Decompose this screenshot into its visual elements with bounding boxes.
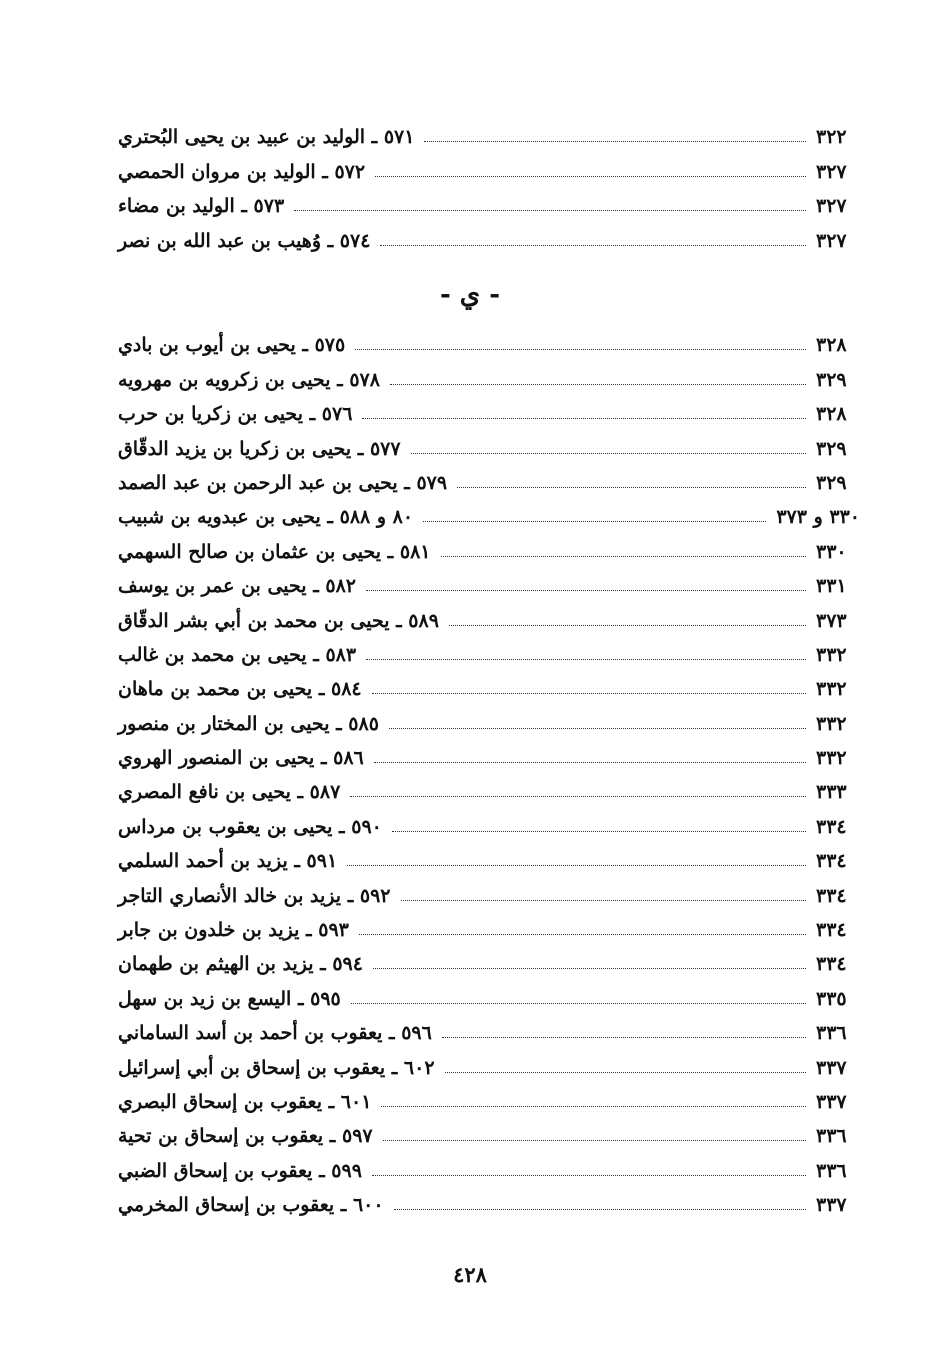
entry-name: ٥٧٢ ـ الوليد بن مروان الحمصي bbox=[118, 160, 366, 183]
dot-leader bbox=[441, 555, 807, 557]
entry-name: ٥٩٦ ـ يعقوب بن أحمد بن أسد الساماني bbox=[118, 1022, 432, 1045]
index-entry-row bbox=[112, 1149, 860, 1183]
entry-page-number: ٣٣٢ bbox=[816, 747, 847, 770]
index-entry-row bbox=[112, 943, 860, 977]
entry-page-number: ٣٣٦ bbox=[816, 1022, 847, 1045]
dot-leader bbox=[294, 209, 806, 211]
index-entry-row bbox=[112, 840, 860, 874]
entry-name: ٥٨٣ ـ يحيى بن محمد بن غالب bbox=[118, 643, 357, 666]
dot-leader bbox=[381, 1105, 806, 1107]
entry-name: ٥٧١ ـ الوليد بن عبيد بن يحيى البُحتري bbox=[118, 126, 415, 149]
entry-page-number: ٣٢٩ bbox=[816, 368, 847, 391]
index-entry-row bbox=[112, 634, 860, 668]
index-entry-row bbox=[112, 150, 860, 184]
entry-name: ٥٩١ ـ يزيد بن أحمد السلمي bbox=[118, 850, 338, 873]
entry-name: ٦٠٢ ـ يعقوب بن إسحاق بن أبي إسرائيل bbox=[118, 1056, 435, 1079]
entry-page-number: ٣٢٧ bbox=[816, 160, 847, 183]
index-entry-row bbox=[112, 874, 860, 908]
dot-leader bbox=[366, 658, 806, 660]
entry-name: ٥٧٩ ـ يحيى بن عبد الرحمن بن عبد الصمد bbox=[118, 471, 448, 494]
section-heading-ya: - ي - bbox=[439, 280, 501, 310]
entry-name: ٥٨١ ـ يحيى بن عثمان بن صالح السهمي bbox=[118, 540, 431, 563]
entry-page-number: ٣٣٤ bbox=[816, 884, 847, 907]
dot-leader bbox=[449, 624, 806, 626]
entry-page-number: ٣٣٤ bbox=[816, 953, 847, 976]
entry-name: ٥٨٩ ـ يحيى بن محمد بن أبي بشر الدقّاق bbox=[118, 609, 439, 632]
entry-name: ٦٠٠ ـ يعقوب بن إسحاق المخرمي bbox=[118, 1194, 384, 1217]
dot-leader bbox=[423, 520, 766, 522]
dot-leader bbox=[372, 692, 806, 694]
entry-page-number: ٣٣٤ bbox=[816, 919, 847, 942]
entry-page-number: ٣٧٣ bbox=[816, 609, 847, 632]
dot-leader bbox=[394, 1208, 806, 1210]
dot-leader bbox=[389, 727, 806, 729]
index-entry-row bbox=[112, 1081, 860, 1115]
entry-name: ٥٨٦ ـ يحيى بن المنصور الهروي bbox=[118, 747, 364, 770]
index-entry-row bbox=[112, 427, 860, 461]
page-number: ٤٢٨ bbox=[453, 1262, 487, 1287]
entry-page-number: ٣٣٢ bbox=[816, 712, 847, 735]
entry-name: ٥٩٤ ـ يزيد بن الهيثم بن طهمان bbox=[118, 953, 363, 976]
entry-page-number: ٣٢٩ bbox=[816, 471, 847, 494]
entry-name: ٦٠١ ـ يعقوب بن إسحاق البصري bbox=[118, 1090, 372, 1113]
dot-leader bbox=[442, 1036, 806, 1038]
entry-page-number: ٣٣٧ bbox=[816, 1090, 847, 1113]
entry-page-number: ٣٣٥ bbox=[816, 987, 847, 1010]
index-entry-row bbox=[112, 909, 860, 943]
index-entry-row bbox=[112, 496, 860, 530]
index-entry-row bbox=[112, 805, 860, 839]
dot-leader bbox=[383, 1139, 806, 1141]
index-entry-row bbox=[112, 599, 860, 633]
dot-leader bbox=[445, 1071, 806, 1073]
index-entry-row bbox=[112, 771, 860, 805]
dot-leader bbox=[411, 452, 806, 454]
entry-name: ٥٧٣ ـ الوليد بن مضاء bbox=[118, 195, 285, 218]
index-list-waw bbox=[112, 116, 860, 254]
entry-name: ٥٧٤ ـ وُهيب بن عبد الله بن نصر bbox=[118, 229, 371, 252]
dot-leader bbox=[350, 795, 806, 797]
dot-leader bbox=[374, 761, 806, 763]
entry-page-number: ٣٣٢ bbox=[816, 643, 847, 666]
dot-leader bbox=[380, 244, 806, 246]
entry-name: ٥٩٧ ـ يعقوب بن إسحاق بن تحية bbox=[118, 1125, 373, 1148]
dot-leader bbox=[362, 417, 806, 419]
index-entry-row bbox=[112, 1046, 860, 1080]
entry-name: ٥٩٢ ـ يزيد بن خالد الأنصاري التاجر bbox=[118, 884, 391, 907]
dot-leader bbox=[424, 140, 806, 142]
entry-page-number: ٣٢٨ bbox=[816, 403, 847, 426]
entry-name: ٨٠ و ٥٨٨ ـ يحيى بن عبدويه بن شبيب bbox=[118, 506, 414, 529]
dot-leader bbox=[392, 830, 806, 832]
dot-leader bbox=[359, 933, 806, 935]
entry-page-number: ٣٣١ bbox=[816, 575, 847, 598]
index-entry-row bbox=[112, 116, 860, 150]
entry-name: ٥٧٧ ـ يحيى بن زكريا بن يزيد الدقّاق bbox=[118, 437, 401, 460]
dot-leader bbox=[347, 864, 806, 866]
entry-page-number: ٣٣٤ bbox=[816, 815, 847, 838]
index-entry-row bbox=[112, 219, 860, 253]
entry-page-number: ٣٣٧ bbox=[816, 1194, 847, 1217]
entry-name: ٥٨٧ ـ يحيى بن نافع المصري bbox=[118, 781, 341, 804]
index-entry-row bbox=[112, 393, 860, 427]
entry-page-number: ٣٢٧ bbox=[816, 229, 847, 252]
index-entry-row bbox=[112, 1184, 860, 1218]
entry-page-number: ٣٣٦ bbox=[816, 1159, 847, 1182]
index-entry-row bbox=[112, 462, 860, 496]
index-entry-row bbox=[112, 702, 860, 736]
index-entry-row bbox=[112, 1115, 860, 1149]
dot-leader bbox=[372, 1174, 806, 1176]
dot-leader bbox=[390, 383, 806, 385]
dot-leader bbox=[373, 967, 806, 969]
entry-page-number: ٣٣٠ bbox=[816, 540, 847, 563]
entry-name: ٥٩٩ ـ يعقوب بن إسحاق الضبي bbox=[118, 1159, 362, 1182]
entry-name: ٥٩٥ ـ اليسع بن زيد بن سهل bbox=[118, 987, 341, 1010]
entry-page-number: ٣٣٢ bbox=[816, 678, 847, 701]
entry-name: ٥٧٨ ـ يحيى بن زكرويه بن مهرويه bbox=[118, 368, 380, 391]
entry-name: ٥٨٢ ـ يحيى بن عمر بن يوسف bbox=[118, 575, 357, 598]
entry-page-number: ٣٢٧ bbox=[816, 195, 847, 218]
index-entry-row bbox=[112, 185, 860, 219]
entry-page-number: ٣٣٧ bbox=[816, 1056, 847, 1079]
dot-leader bbox=[366, 589, 806, 591]
entry-page-number: ٣٣٦ bbox=[816, 1125, 847, 1148]
index-list-ya bbox=[112, 324, 860, 1218]
dot-leader bbox=[351, 1002, 806, 1004]
entry-name: ٥٧٥ ـ يحيى بن أيوب بن بادي bbox=[118, 334, 346, 357]
entry-page-number: ٣٣٠ و ٣٧٣ bbox=[776, 506, 860, 529]
entry-name: ٥٨٥ ـ يحيى بن المختار بن منصور bbox=[118, 712, 379, 735]
index-entry-row bbox=[112, 324, 860, 358]
entry-page-number: ٣٢٩ bbox=[816, 437, 847, 460]
entry-page-number: ٣٢٨ bbox=[816, 334, 847, 357]
entry-page-number: ٣٣٣ bbox=[816, 781, 847, 804]
dot-leader bbox=[375, 175, 806, 177]
index-entry-row bbox=[112, 358, 860, 392]
dot-leader bbox=[401, 899, 807, 901]
index-entry-row bbox=[112, 737, 860, 771]
index-entry-row bbox=[112, 977, 860, 1011]
entry-name: ٥٩٣ ـ يزيد بن خلدون بن جابر bbox=[118, 919, 349, 942]
index-entry-row bbox=[112, 668, 860, 702]
index-entry-row bbox=[112, 1012, 860, 1046]
entry-page-number: ٣٢٢ bbox=[816, 126, 847, 149]
dot-leader bbox=[355, 348, 806, 350]
index-entry-row bbox=[112, 530, 860, 564]
entry-name: ٥٨٤ ـ يحيى بن محمد بن ماهان bbox=[118, 678, 362, 701]
entry-page-number: ٣٣٤ bbox=[816, 850, 847, 873]
entry-name: ٥٧٦ ـ يحيى بن زكريا بن حرب bbox=[118, 403, 353, 426]
dot-leader bbox=[457, 486, 806, 488]
entry-name: ٥٩٠ ـ يحيى بن يعقوب بن مرداس bbox=[118, 815, 382, 838]
index-entry-row bbox=[112, 565, 860, 599]
